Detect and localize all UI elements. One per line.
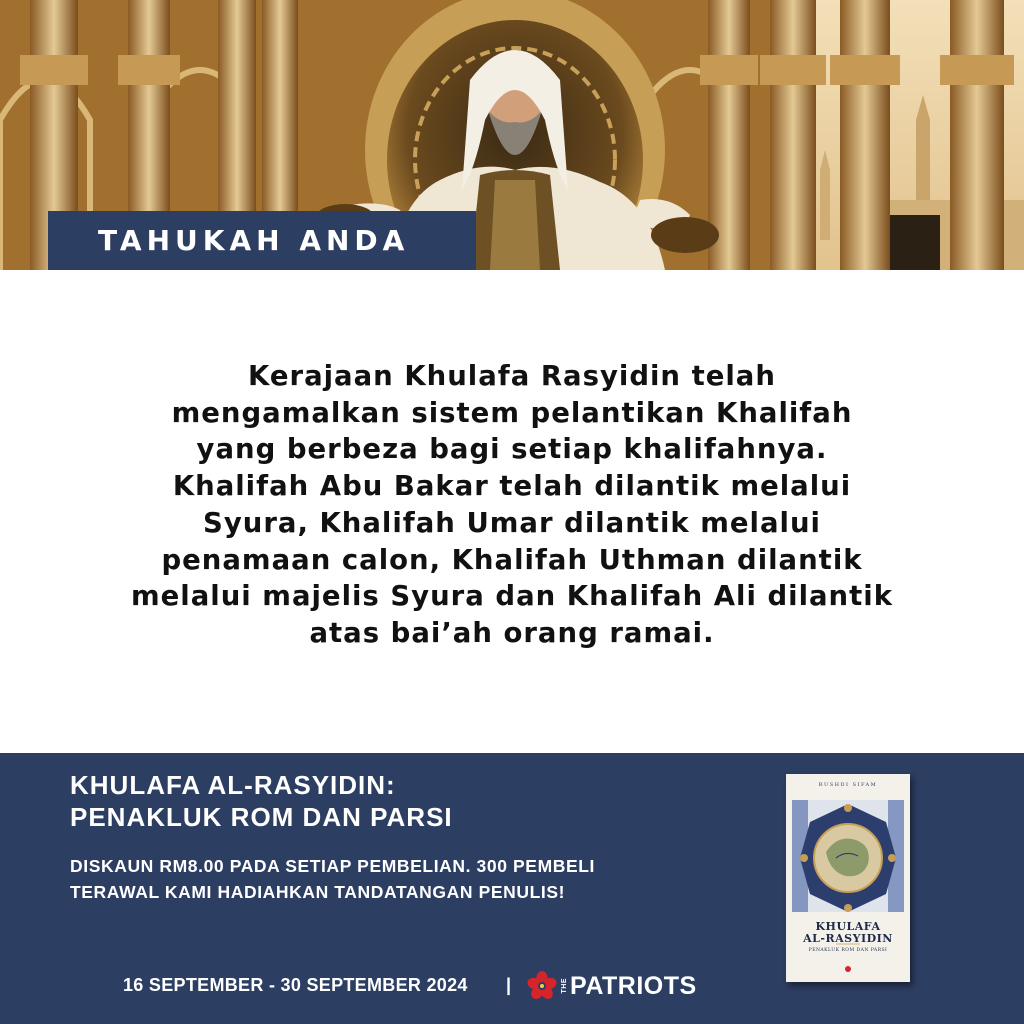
- fact-line: yang berbeza bagi setiap khalifahnya.: [196, 433, 828, 466]
- hero-image: [0, 0, 1024, 270]
- fact-line: penamaan calon, Khalifah Uthman dilantik: [161, 543, 863, 576]
- fact-line: mengamalkan sistem pelantikan Khalifah: [171, 396, 853, 429]
- brand-name: PATRIOTS: [570, 971, 697, 1000]
- promo-title: [70, 769, 453, 833]
- badge-label: TAHUKAH ANDA: [98, 224, 410, 257]
- book-title: [786, 921, 910, 945]
- tahukah-anda-badge: [48, 211, 476, 270]
- promo-date-range: 16 SEPTEMBER - 30 SEPTEMBER 2024: [123, 975, 468, 995]
- fact-paragraph: [90, 358, 934, 652]
- book-author: RUSHDI SIFAM: [818, 782, 878, 788]
- book-cover: [786, 774, 910, 982]
- brand-prefix: THE: [561, 978, 568, 994]
- promo-offer-text: [70, 853, 690, 905]
- fact-line: Kerajaan Khulafa Rasyidin telah: [248, 360, 776, 392]
- book-title-line: AL-RASYIDIN: [803, 932, 893, 945]
- promo-title-line: PENAKLUK ROM DAN PARSI: [70, 802, 453, 832]
- fact-line: melalui majelis Syura dan Khalifah Ali dilantik: [131, 580, 893, 613]
- promo-separator: |: [506, 975, 512, 995]
- book-subtitle: PENAKLUK ROM DAN PARSI: [808, 948, 888, 953]
- fact-line: Khalifah Abu Bakar telah dilantik melalui: [172, 470, 852, 503]
- the-patriots-logo: [526, 968, 697, 1004]
- fact-line: Syura, Khalifah Umar dilantik melalui: [203, 506, 821, 539]
- offer-line: DISKAUN RM8.00 PADA SETIAP PEMBELIAN. 300 PEMBELI: [70, 856, 596, 876]
- promo-title-line: KHULAFA AL-RASYIDIN:: [70, 770, 396, 800]
- flower-logo-icon: [526, 970, 558, 1002]
- offer-line: TERAWAL KAMI HADIAHKAN TANDATANGAN PENULIS!: [70, 882, 566, 902]
- fact-line: atas bai’ah orang ramai.: [309, 616, 715, 649]
- book-title-line: KHULAFA: [815, 920, 881, 933]
